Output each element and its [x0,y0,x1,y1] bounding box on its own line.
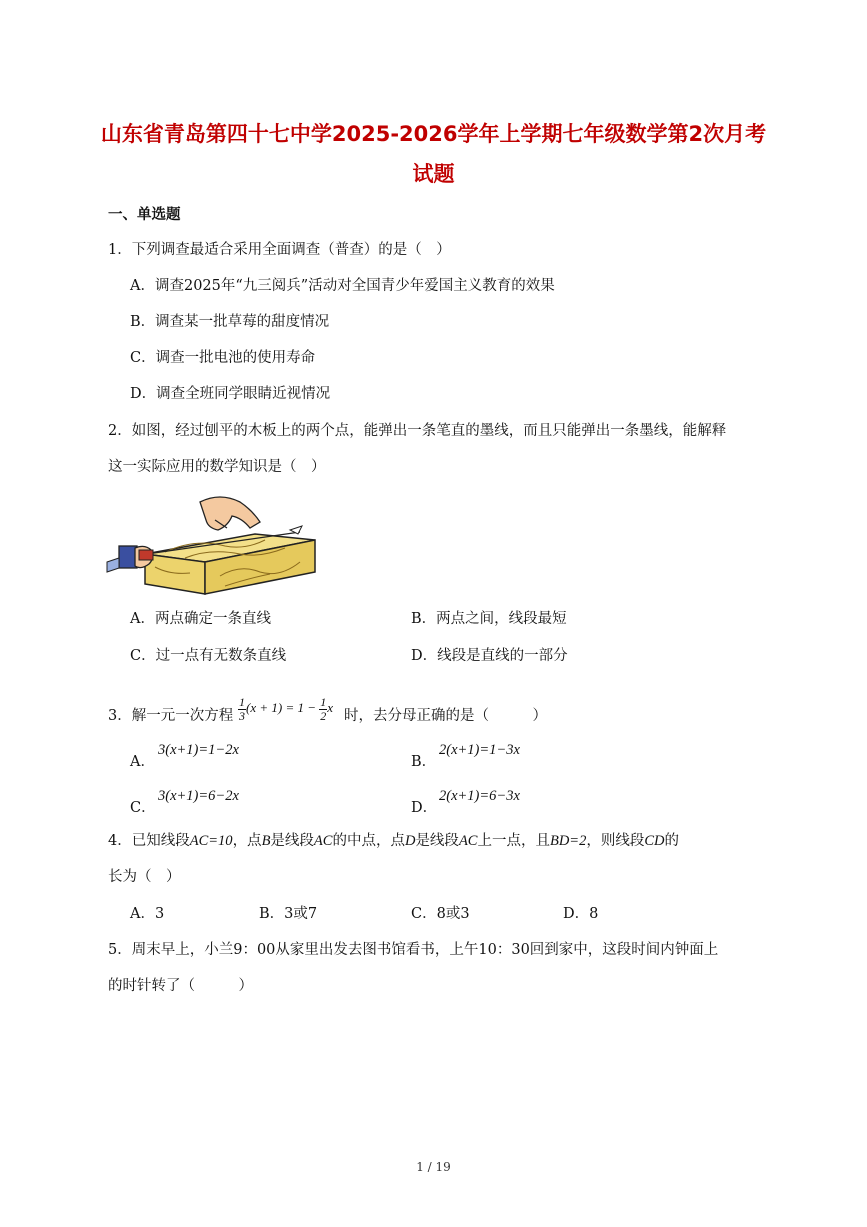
q4-math-d: D [404,833,416,849]
q1-option-b: B．调查某一批草莓的甜度情况 [130,314,330,330]
q3-option-a: 3(x+1)=1−2x [158,742,239,758]
q4-option-c: C．8或3 [411,906,470,922]
q2-option-b: B．两点之间，线段最短 [411,611,567,627]
q2-option-c: C．过一点有无数条直线 [130,648,287,664]
q3-equation-left: (x + 1) = 1 − [246,700,316,715]
q4-option-a: A．3 [130,906,165,922]
q1-option-a: A．调查2025年“九三阅兵”活动对全国青少年爱国主义教育的效果 [130,278,555,294]
q1-option-d: D．调查全班同学眼睛近视情况 [130,386,331,402]
q5-stem-line2: 的时针转了（ ） [108,978,253,994]
q3-option-d: 2(x+1)=6−3x [439,788,520,804]
q3-option-b-label: B． [411,754,437,770]
title-line-2: 试题 [412,162,455,186]
wood-plank-chalk-line-figure [105,492,330,602]
q3-option-c-label: C． [130,800,156,816]
q5-stem-line1: 5．周末早上，小兰9：00从家里出发去图书馆看书，上午10：30回到家中，这段时间内钟面上 [108,942,719,958]
q2-stem-line1: 2．如图，经过刨平的木板上的两个点，能弹出一条笔直的墨线，而且只能弹出一条墨线，能解释 [108,423,727,439]
page-number: 1 / 19 [416,1160,451,1174]
q3-fraction-1: $\frac{1}{3}$ [239,694,245,723]
q4-stem-line2: 长为（ ） [108,869,181,885]
q1-stem: 1．下列调查最适合采用全面调查（普查）的是（ ） [108,242,451,258]
q4-math-cd: CD [644,833,665,849]
q4-math-bd-2: BD=2 [549,833,587,849]
q4-option-d: D．8 [563,906,599,922]
q2-option-d: D．线段是直线的一部分 [411,648,568,664]
q3-equation [238,688,333,728]
q4-math-b: B [261,833,271,849]
q4-math-ac-10: AC=10 [189,833,233,849]
q3-option-a-label: A． [130,754,155,770]
q3-prefix: 3．解一元一次方程 [108,708,234,724]
q2-option-a: A．两点确定一条直线 [130,611,271,627]
q3-equation-right: x [327,700,334,715]
section-heading: 一、单选题 [108,207,181,223]
q2-stem-line2: 这一实际应用的数学知识是（ ） [108,459,326,475]
q4-option-b: B．3或7 [259,906,318,922]
q3-option-d-label: D． [411,800,438,816]
title-line-1: 山东省青岛第四十七中学2025-2026学年上学期七年级数学第2次月考 [100,122,767,146]
q3-option-c: 3(x+1)=6−2x [158,788,239,804]
q3-fraction-2: $\frac{1}{2}$ [320,694,327,723]
q1-option-c: C．调查一批电池的使用寿命 [130,350,316,366]
q4-math-ac-2: AC [458,833,478,849]
q3-option-b: 2(x+1)=1−3x [439,742,520,758]
q4-stem-line1: 4．已知线段AC=10，点B是线段AC的中点，点D是线段AC上一点，且BD=2，则线段CD的 [108,833,679,849]
q3-suffix: 时，去分母正确的是（ ） [344,708,547,724]
q4-math-ac: AC [313,833,333,849]
